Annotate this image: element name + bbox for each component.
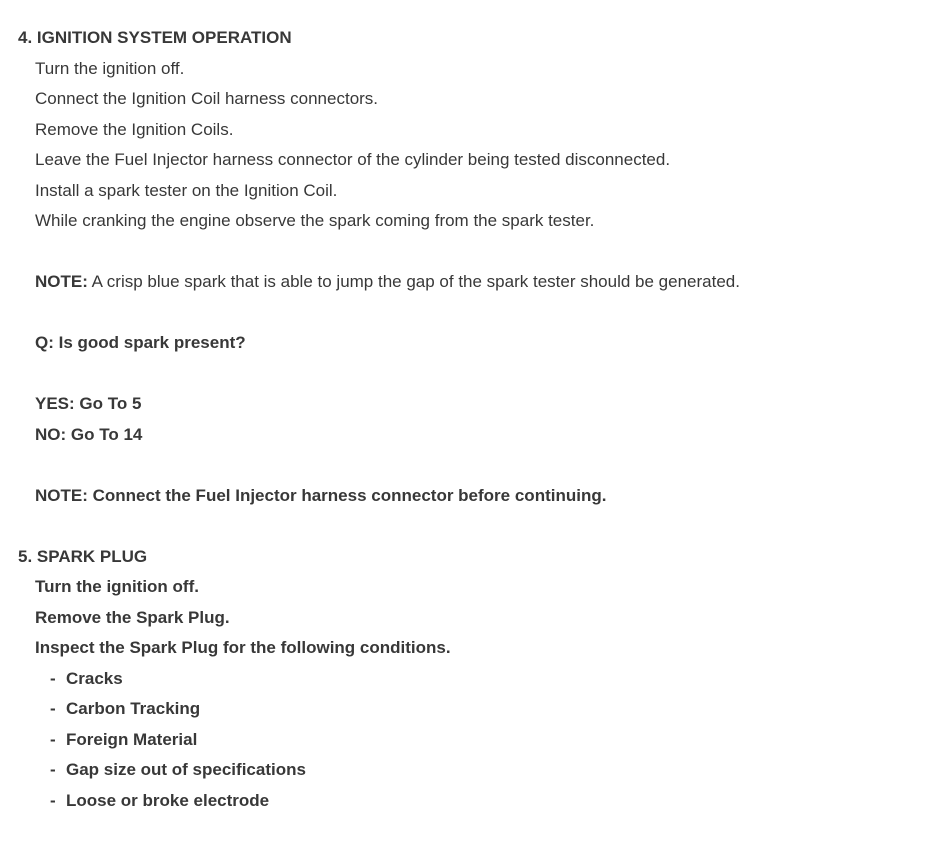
bullet-label: Gap size out of specifications	[66, 760, 306, 779]
note-text: A crisp blue spark that is able to jump the gap of the spark tester should be generated.	[87, 272, 740, 291]
blank-line	[18, 237, 922, 268]
section4-no-line: NO: Go To 14	[35, 424, 143, 444]
bullet-dash: -	[50, 760, 56, 779]
bullet-dash: -	[50, 729, 56, 749]
section4-yes-line: YES: Go To 5	[35, 394, 142, 413]
blank-line	[18, 298, 922, 329]
bullet-item	[18, 694, 922, 725]
section4-step: Turn the ignition off.	[35, 58, 185, 78]
section4-note2: NOTE: Connect the Fuel Injector harness connector before continuing.	[35, 485, 607, 505]
bullet-item	[18, 725, 922, 756]
section4-step: While cranking the engine observe the spark coming from the spark tester.	[35, 211, 595, 230]
bullet-label: Carbon Tracking	[66, 699, 201, 718]
blank-line	[18, 450, 922, 481]
bullet-item	[18, 664, 922, 695]
section5-step: Inspect the Spark Plug for the following conditions.	[35, 638, 451, 657]
section4-step: Leave the Fuel Injector harness connector of the cylinder being tested disconnected.	[35, 150, 671, 169]
blank-line	[18, 359, 922, 390]
note-label: NOTE:	[35, 272, 88, 291]
section5-step: Turn the ignition off.	[35, 577, 199, 596]
section5-heading: 5. SPARK PLUG	[18, 546, 148, 566]
bullet-dash: -	[50, 699, 56, 718]
section5-step: Remove the Spark Plug.	[35, 607, 230, 627]
bullet-label: Foreign Material	[66, 729, 198, 749]
bullet-label: Cracks	[66, 668, 123, 688]
blank-line	[18, 511, 922, 542]
bullet-item	[18, 786, 922, 817]
section4-note1	[18, 267, 922, 298]
section4-step: Install a spark tester on the Ignition Coil.	[35, 180, 338, 200]
bullet-dash: -	[50, 668, 56, 688]
bullet-item	[18, 755, 922, 786]
section4-heading: 4. IGNITION SYSTEM OPERATION	[18, 28, 292, 47]
bullet-dash: -	[50, 790, 56, 810]
section4-question: Q: Is good spark present?	[35, 333, 246, 352]
section4-step: Connect the Ignition Coil harness connectors.	[35, 89, 379, 108]
bullet-label: Loose or broke electrode	[66, 790, 270, 810]
section4-step: Remove the Ignition Coils.	[35, 119, 234, 139]
